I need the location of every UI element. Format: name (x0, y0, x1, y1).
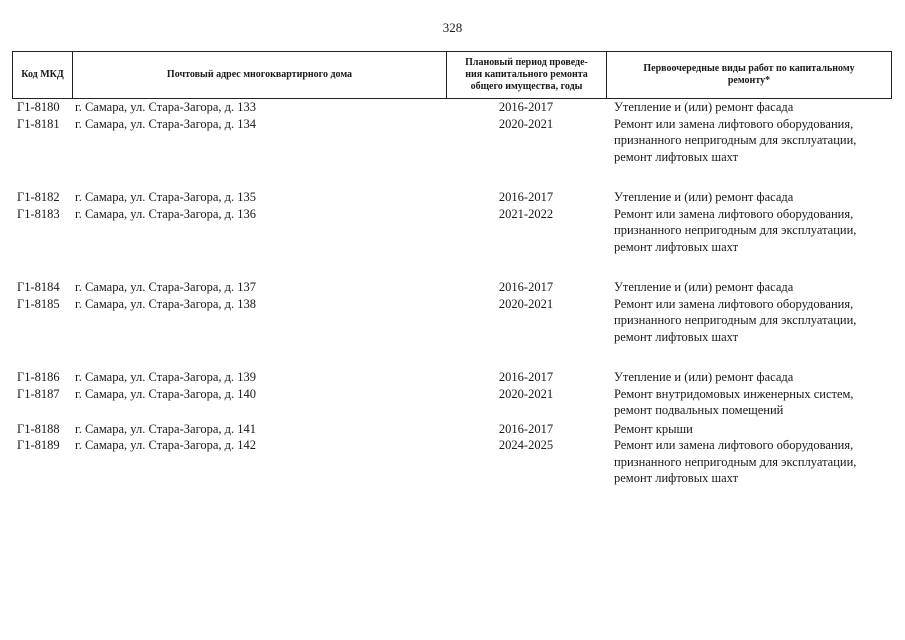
row-works-line: Утепление и (или) ремонт фасада (614, 100, 794, 114)
row-code: Г1-8181 (17, 116, 60, 131)
table-row (12, 116, 892, 166)
table-header (12, 51, 892, 99)
row-period: 2020-2021 (498, 296, 554, 311)
row-code: Г1-8182 (17, 190, 60, 204)
row-period: 2021-2022 (498, 206, 554, 221)
row-works-line: Ремонт или замена лифтового оборудования, (614, 116, 854, 131)
table-row (12, 99, 892, 116)
header-period-line: Плановый период проведе- (465, 57, 588, 68)
row-works (606, 279, 890, 296)
row-works (606, 99, 890, 116)
row-works (606, 206, 890, 256)
row-address: г. Самара, ул. Стара-Загора, д. 133 (75, 100, 257, 114)
row-period: 2016-2017 (498, 370, 554, 384)
row-works-line: Ремонт или замена лифтового оборудования, (614, 296, 854, 311)
table-row (12, 279, 892, 296)
table-body (12, 99, 892, 487)
row-code: Г1-8189 (17, 438, 60, 452)
header-address: Почтовый адрес многоквартирного дома (73, 52, 447, 98)
row-period: 2016-2017 (498, 190, 554, 204)
row-works-line: Ремонт или замена лифтового оборудования, (614, 206, 854, 221)
row-address: г. Самара, ул. Стара-Загора, д. 134 (75, 116, 257, 131)
header-works-line: ремонту* (727, 75, 771, 86)
row-works-line: Утепление и (или) ремонт фасада (614, 280, 794, 294)
header-period (447, 52, 607, 98)
row-works-line: ремонт подвальных помещений (614, 403, 784, 417)
row-address: г. Самара, ул. Стара-Загора, д. 138 (75, 296, 257, 311)
row-code: Г1-8180 (17, 100, 60, 114)
row-works-line: Утепление и (или) ремонт фасада (614, 190, 794, 204)
row-code: Г1-8183 (17, 206, 60, 221)
row-works-line: Утепление и (или) ремонт фасада (614, 370, 794, 384)
row-period: 2020-2021 (498, 386, 554, 401)
row-works-line: ремонт лифтовых шахт (614, 149, 739, 164)
row-works-line: ремонт лифтовых шахт (614, 471, 739, 485)
header-period-line: ния капитального ремонта (465, 69, 588, 80)
row-works (606, 421, 890, 438)
row-works-line: Ремонт или замена лифтового оборудования, (614, 438, 854, 452)
row-period: 2016-2017 (498, 280, 554, 294)
row-code: Г1-8185 (17, 296, 60, 311)
row-works (606, 189, 890, 206)
row-address: г. Самара, ул. Стара-Загора, д. 135 (75, 190, 257, 204)
row-works (606, 369, 890, 386)
row-works-line: признанного непригодным для эксплуатации, (614, 313, 857, 327)
table-row (12, 437, 892, 487)
row-works (606, 437, 890, 487)
header-works (607, 52, 891, 98)
row-works (606, 296, 890, 346)
row-address: г. Самара, ул. Стара-Загора, д. 141 (75, 421, 257, 436)
row-period: 2020-2021 (498, 116, 554, 131)
row-code: Г1-8186 (17, 370, 60, 384)
row-address: г. Самара, ул. Стара-Загора, д. 140 (75, 386, 257, 401)
row-address: г. Самара, ул. Стара-Загора, д. 139 (75, 370, 257, 384)
row-works-line: ремонт лифтовых шахт (614, 329, 739, 344)
row-address: г. Самара, ул. Стара-Загора, д. 136 (75, 206, 257, 221)
table-row (12, 421, 892, 438)
row-works-line: ремонт лифтовых шахт (614, 239, 739, 254)
row-code: Г1-8187 (17, 386, 60, 401)
header-period-line: общего имущества, годы (470, 81, 583, 92)
row-address: г. Самара, ул. Стара-Загора, д. 137 (75, 280, 257, 294)
row-period: 2016-2017 (498, 100, 554, 114)
table-row (12, 369, 892, 386)
header-works-line: Первоочередные виды работ по капитальному (643, 63, 855, 74)
page-number: 328 (442, 20, 463, 35)
row-address: г. Самара, ул. Стара-Загора, д. 142 (75, 438, 257, 452)
row-works-line: Ремонт крыши (614, 421, 693, 436)
table-row (12, 189, 892, 206)
row-works (606, 386, 890, 419)
header-code: Код МКД (13, 52, 73, 98)
row-code: Г1-8184 (17, 280, 60, 294)
row-works (606, 116, 890, 166)
table-row (12, 206, 892, 256)
row-code: Г1-8188 (17, 421, 60, 436)
row-works-line: признанного непригодным для эксплуатации, (614, 223, 857, 237)
row-period: 2016-2017 (498, 421, 554, 436)
row-period: 2024-2025 (498, 438, 554, 452)
table-row (12, 386, 892, 419)
row-works-line: признанного непригодным для эксплуатации, (614, 133, 857, 147)
row-works-line: признанного непригодным для эксплуатации, (614, 454, 857, 469)
table-row (12, 296, 892, 346)
row-works-line: Ремонт внутридомовых инженерных систем, (614, 386, 854, 401)
